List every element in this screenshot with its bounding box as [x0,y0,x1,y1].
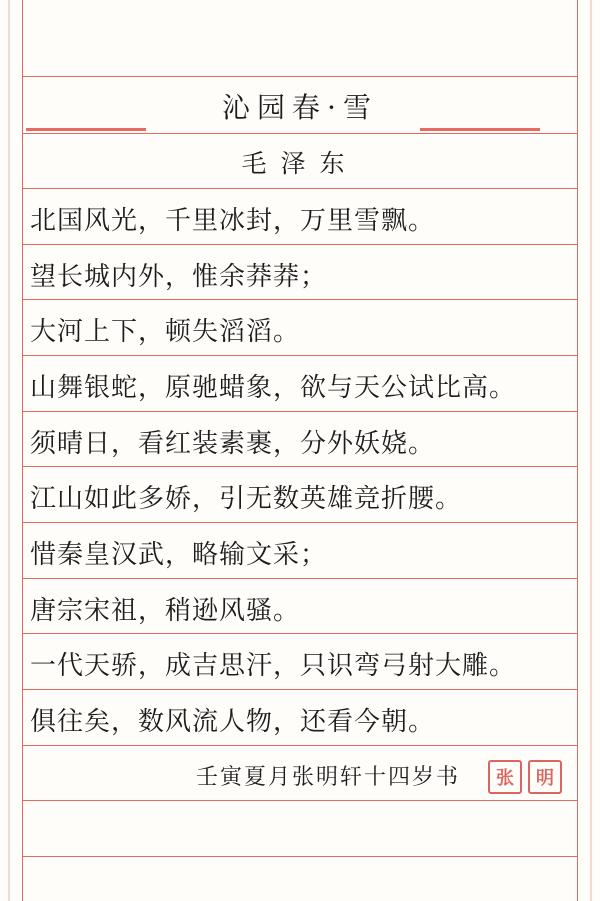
poem-line: 惜秦皇汉武，略输文采； [30,539,328,570]
margin-line-right [577,0,578,901]
margin-line-left [22,0,23,901]
ruled-line [22,411,578,412]
poem-line: 须晴日，看红装素裹，分外妖娆。 [30,428,436,459]
ruled-line [22,244,578,245]
ruled-line [22,689,578,690]
seal-stamp: 明 [528,760,562,794]
title-tick-left [26,128,146,131]
ruled-line [22,800,578,801]
ruled-line [22,633,578,634]
ruled-line [22,133,578,134]
title-tick-right [420,128,540,131]
poem-line: 一代天骄，成吉思汗，只识弯弓射大雕。 [30,650,517,681]
ruled-line [22,76,578,77]
poem-line: 唐宗宋祖，稍逊风骚。 [30,595,301,626]
ruled-line [22,522,578,523]
seal-stamp: 张 [488,760,522,794]
poem-author: 毛泽东 [241,149,359,178]
scan-edge-left [8,0,10,901]
poem-line: 大河上下，顿失滔滔。 [30,316,301,347]
ruled-line [22,188,578,189]
poem-title: 沁园春·雪 [222,91,378,124]
ruled-line [22,299,578,300]
poem-line: 山舞银蛇，原驰蜡象，欲与天公试比高。 [30,372,517,403]
poem-line: 北国风光，千里冰封，万里雪飘。 [30,205,436,236]
ruled-line [22,355,578,356]
poem-line: 俱往矣，数风流人物，还看今朝。 [30,706,436,737]
signature: 壬寅夏月张明轩十四岁书 [195,764,460,790]
ruled-line [22,578,578,579]
ruled-line [22,856,578,857]
ruled-line [22,745,578,746]
ruled-line [22,466,578,467]
poem-line: 江山如此多娇，引无数英雄竞折腰。 [30,483,463,514]
scan-edge-right [590,0,592,901]
poem-line: 望长城内外，惟余莽莽； [30,261,328,292]
